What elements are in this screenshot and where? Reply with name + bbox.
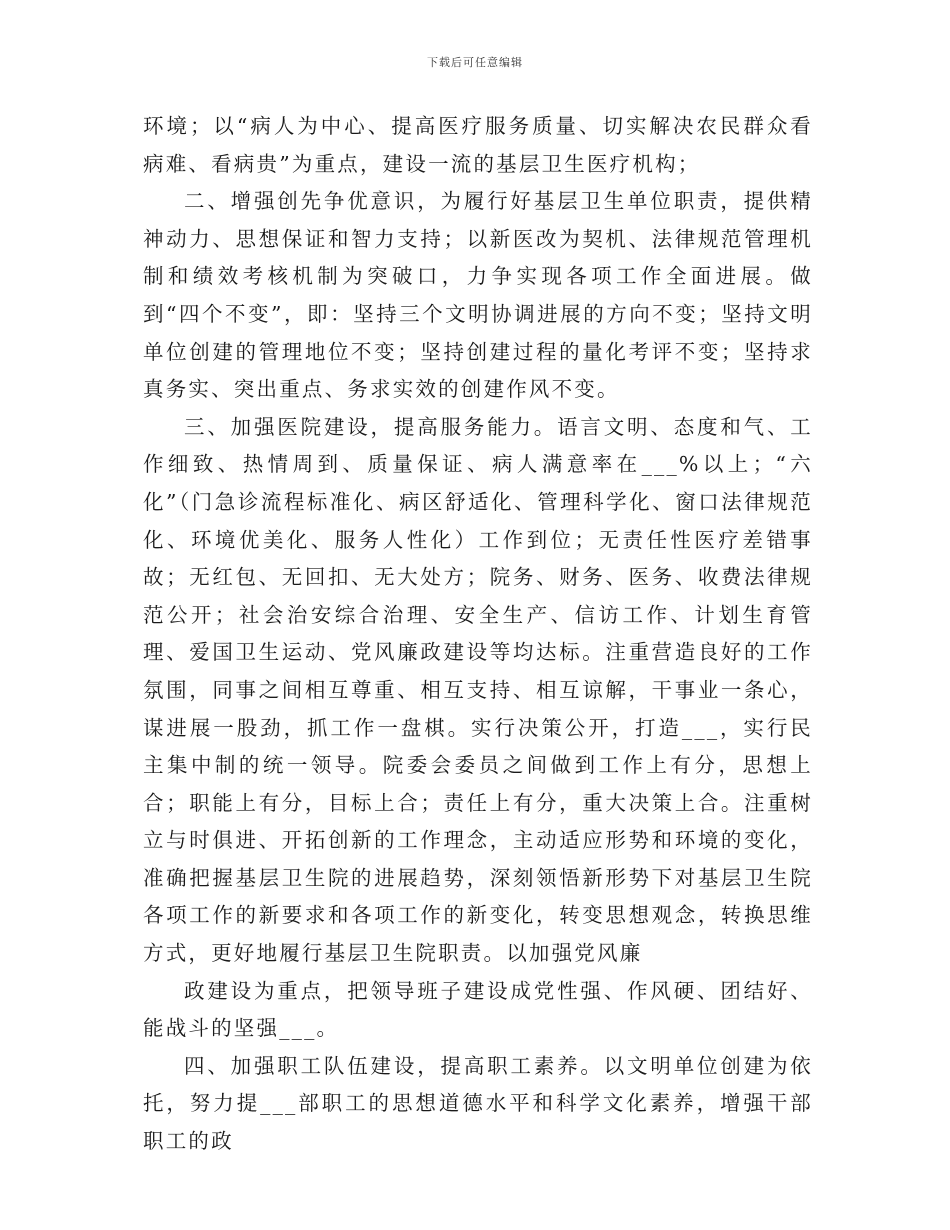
- paragraph-section-two: 二、增强创先争优意识，为履行好基层卫生单位职责，提供精神动力、思想保证和智力支持；以新医改为契机、法律规范管理机制和绩效考核机制为突破口，力争实现各项工作全面进展。做到“四个不变”，即：坚持三个文明协调进展的方向不变；坚持文明单位创建的管理地位不变；坚持创建过程的量化考评不变；坚持求真务实、突出重点、务求实效的创建作风不变。: [143, 189, 813, 402]
- page-header: 下载后可任意编辑: [427, 56, 523, 69]
- paragraph-environment: 环境；以“病人为中心、提高医疗服务质量、切实解决农民群众看病难、看病贵”为重点，建设一流的基层卫生医疗机构；: [143, 114, 813, 176]
- paragraph-party-building: 政建设为重点，把领导班子建设成党性强、作风硬、团结好、能战斗的坚强___。: [143, 978, 813, 1041]
- paragraph-section-four: 四、加强职工队伍建设，提高职工素养。以文明单位创建为依托，努力提___部职工的思想道德水平和科学文化素养，增强干部职工的政: [143, 1053, 813, 1154]
- document-body: [143, 108, 813, 1161]
- paragraph-section-three: 三、加强医院建设，提高服务能力。语言文明、态度和气、工作细致、热情周到、质量保证、病人满意率在___%以上；“六化”（门急诊流程标准化、病区舒适化、管理科学化、窗口法律规范化、环境优美化、服务人性化）工作到位；无责任性医疗差错事故；无红包、无回扣、无大处方；院务、财务、医务、收费法律规范公开；社会治安综合治理、安全生产、信访工作、计划生育管理、爱国卫生运动、党风廉政建设等均达标。注重营造良好的工作氛围，同事之间相互尊重、相互支持、相互谅解，干事业一条心，谋进展一股劲，抓工作一盘棋。实行决策公开，打造___，实行民主集中制的统一领导。院委会委员之间做到工作上有分，思想上合；职能上有分，目标上合；责任上有分，重大决策上合。注重树立与时俱进、开拓创新的工作理念，主动适应形势和环境的变化，准确把握基层卫生院的进展趋势，深刻领悟新形势下对基层卫生院各项工作的新要求和各项工作的新变化，转变思想观念，转换思维方式，更好地履行基层卫生院职责。以加强党风廉: [143, 414, 813, 966]
